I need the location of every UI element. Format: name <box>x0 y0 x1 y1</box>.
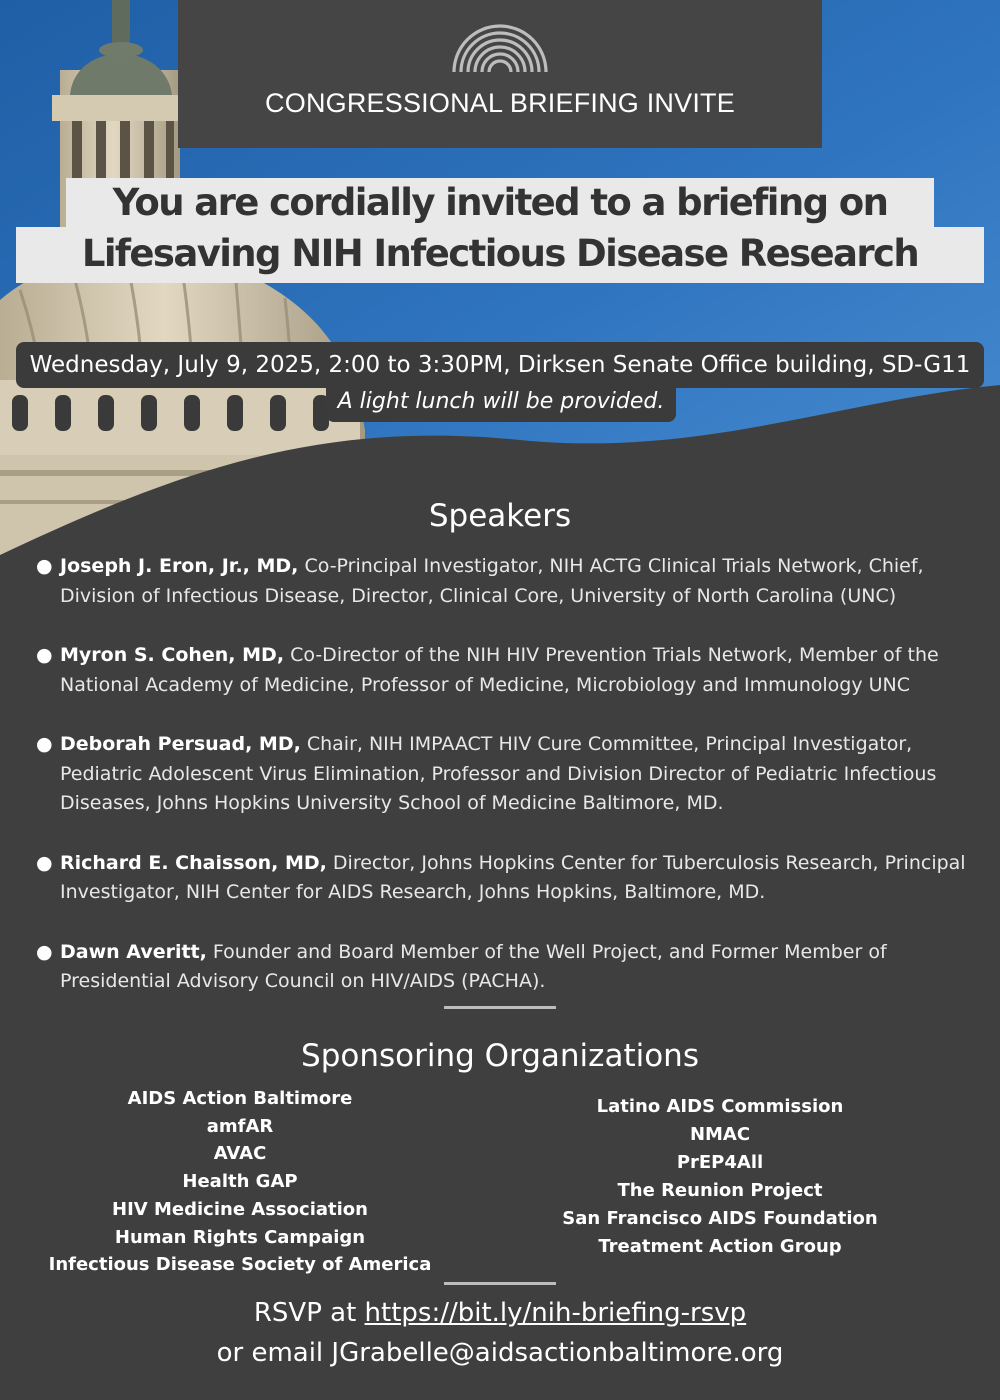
speaker-name: Richard E. Chaisson, MD, <box>60 851 327 874</box>
speakers-list <box>36 552 976 1027</box>
sponsor-name: San Francisco AIDS Foundation <box>562 1208 878 1229</box>
speaker-name: Dawn Averitt, <box>60 940 207 963</box>
sponsors-left-column <box>40 1085 440 1279</box>
divider <box>444 1282 556 1285</box>
rsvp-line <box>0 1298 1000 1328</box>
speaker-name: Myron S. Cohen, MD, <box>60 644 285 666</box>
rainbow-arcs-icon <box>450 22 550 74</box>
sponsor-name: amfAR <box>206 1115 274 1137</box>
divider <box>444 1006 556 1009</box>
sponsor-name: PrEP4All <box>676 1152 764 1173</box>
speakers-heading: Speakers <box>428 498 572 534</box>
sponsor-name: AIDS Action Baltimore <box>127 1088 353 1109</box>
sponsor-name: AVAC <box>213 1143 267 1165</box>
speaker-item <box>36 849 976 908</box>
speaker-item <box>36 641 976 700</box>
sponsors-heading: Sponsoring Organizations <box>301 1038 699 1074</box>
speaker-description: Co-Director of the NIH HIV Prevention Trials Network, Member of the National Academy of Medicine, Professor of Medicine, Microbiology and Immunology UNC <box>60 644 939 696</box>
headline-line-2: Lifesaving NIH Infectious Disease Research <box>16 227 984 283</box>
sponsor-name: Infectious Disease Society of America <box>48 1254 432 1276</box>
bullet-icon: ● <box>36 644 53 666</box>
speaker-description: Chair, NIH IMPAACT HIV Cure Committee, Principal Investigator, Pediatric Adolescent Virus Elimination, Professor and Division Director of Pediatric Infectious Diseases, Johns Hopkins University School of Medicine Baltimore, MD. <box>60 733 937 814</box>
bullet-icon: ● <box>36 733 53 755</box>
sponsor-name: Human Rights Campaign <box>114 1226 366 1248</box>
header-title: CONGRESSIONAL BRIEFING INVITE <box>265 88 735 118</box>
sponsor-name: NMAC <box>689 1124 751 1145</box>
speaker-description: Director, Johns Hopkins Center for Tuberculosis Research, Principal Investigator, NIH Center for AIDS Research, Johns Hopkins, Baltimore, MD. <box>60 851 966 903</box>
sponsor-name: Latino AIDS Commission <box>596 1096 844 1117</box>
speaker-name: Deborah Persuad, MD, <box>60 733 301 755</box>
bullet-icon: ● <box>36 851 53 874</box>
lunch-note: A light lunch will be provided. <box>326 384 676 422</box>
speaker-description: Founder and Board Member of the Well Project, and Former Member of Presidential Advisory Council on HIV/AIDS (PACHA). <box>60 940 887 992</box>
speaker-name: Joseph J. Eron, Jr., MD, <box>60 555 299 577</box>
rsvp-email-line: or email JGrabelle@aidsactionbaltimore.org <box>216 1338 784 1368</box>
event-details: Wednesday, July 9, 2025, 2:00 to 3:30PM, Dirksen Senate Office building, SD-G11 <box>16 342 984 388</box>
sponsor-name: HIV Medicine Association <box>112 1198 368 1220</box>
speaker-item <box>36 938 976 997</box>
speaker-item <box>36 730 976 819</box>
sponsor-name: Health GAP <box>182 1171 298 1193</box>
bullet-icon: ● <box>36 940 53 963</box>
rsvp-link[interactable]: https://bit.ly/nih-briefing-rsvp <box>364 1298 747 1328</box>
sponsors-right-column <box>520 1093 920 1261</box>
sponsor-name: The Reunion Project <box>617 1180 823 1201</box>
rsvp-prefix: RSVP at <box>253 1298 365 1328</box>
headline-line-1: You are cordially invited to a briefing on <box>66 178 934 228</box>
sponsor-name: Treatment Action Group <box>598 1236 842 1257</box>
speaker-item <box>36 552 976 611</box>
speaker-description: Co-Principal Investigator, NIH ACTG Clinical Trials Network, Chief, Division of Infectious Disease, Director, Clinical Core, University of North Carolina (UNC) <box>60 555 924 607</box>
bullet-icon: ● <box>36 555 53 577</box>
